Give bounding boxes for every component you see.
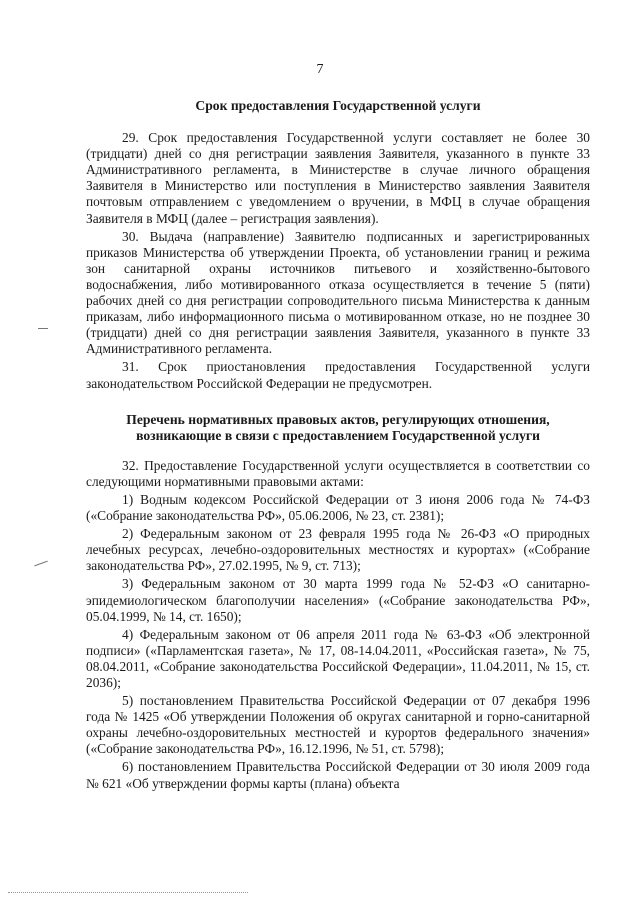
document-body bbox=[86, 98, 590, 794]
paragraph-29: 29. Срок предоставления Государственной услуги составляет не более 30 (тридцати) дней со дня регистрации заявления Заявителя, указанного в пункте 33 Административного регламента, в Министерстве в случае личного обращения Заявителя в Министерство или поступления в Министерство заявления Заявителя почтовым отправлением с уведомлением о вручении, в МФЦ в случае обращения Заявителя в МФЦ (далее – регистрация заявления). bbox=[86, 130, 590, 226]
section-heading-legal-acts: Перечень нормативных правовых актов, регулирующих отношения, возникающие в связи с предоставлением Государственной услуги bbox=[126, 411, 550, 443]
legal-act-item: 4) Федеральным законом от 06 апреля 2011 года № 63-ФЗ «Об электронной подписи» («Парламентская газета», № 17, 08-14.04.2011, «Российская газета», № 75, 08.04.2011, «Собрание законодательства Российской Федерации», 11.04.2011, № 15, ст. 2036); bbox=[86, 626, 590, 690]
paragraph-31: 31. Срок приостановления предоставления Государственной услуги законодательством Российской Федерации не предусмотрен. bbox=[86, 359, 590, 391]
scan-noise bbox=[8, 890, 248, 893]
legal-act-item: 5) постановлением Правительства Российской Федерации от 07 декабря 1996 года № 1425 «Об утверждении Положения об округах санитарной и горно-санитарной охраны лечебно-оздоровительных местностей и курортов федерального значения» («Собрание законодательства РФ», 16.12.1996, № 51, ст. 5798); bbox=[86, 693, 590, 757]
legal-act-item: 3) Федеральным законом от 30 марта 1999 года № 52-ФЗ «О санитарно-эпидемиологическом благополучии населения» («Собрание законодательства РФ», 05.04.1999, № 14, ст. 1650); bbox=[86, 576, 590, 624]
margin-scan-mark bbox=[34, 561, 47, 567]
legal-act-item: 2) Федеральным законом от 23 февраля 1995 года № 26-ФЗ «О природных лечебных ресурсах, лечебно-оздоровительных местностях и курортах» («Собрание законодательства РФ», 27.02.1995, № 9, ст. 713); bbox=[86, 526, 590, 574]
legal-act-item: 6) постановлением Правительства Российской Федерации от 30 июля 2009 года № 621 «Об утверждении формы карты (плана) объекта bbox=[86, 759, 590, 791]
paragraph-30: 30. Выдача (направление) Заявителю подписанных и зарегистрированных приказов Министерства об утверждении Проекта, об установлении границ и режима зон санитарной охраны источников питьевого и хозяйственно-бытового водоснабжения, либо мотивированного отказа осуществляется в течение 5 (пяти) рабочих дней со дня регистрации сопроводительного письма Министерства к данным приказам, либо информационного письма о мотивированном отказе, но не позднее 30 (тридцати) дней со дня регистрации заявления Заявителя, указанного в пункте 33 Административного регламента. bbox=[86, 228, 590, 357]
page-number: 7 bbox=[316, 62, 324, 77]
paragraph-32: 32. Предоставление Государственной услуги осуществляется в соответствии со следующими нормативными правовыми актами: bbox=[86, 457, 590, 489]
section-heading-service-term: Срок предоставления Государственной услуги bbox=[195, 98, 481, 113]
margin-scan-mark bbox=[38, 328, 48, 329]
legal-act-item: 1) Водным кодексом Российской Федерации от 3 июня 2006 года № 74-ФЗ («Собрание законодательства РФ», 05.06.2006, № 23, ст. 2381); bbox=[86, 491, 590, 524]
